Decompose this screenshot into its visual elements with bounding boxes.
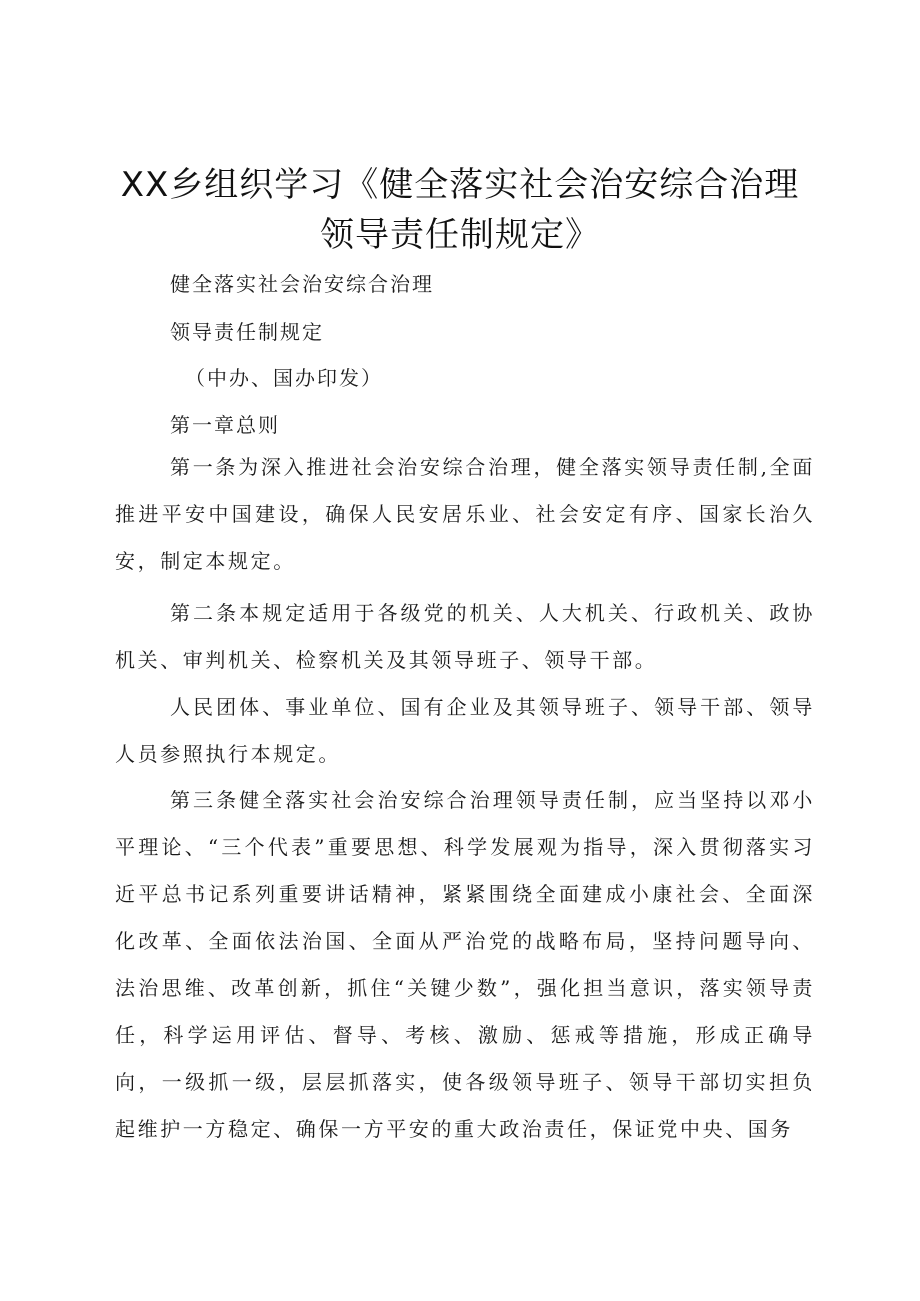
regulation-title-line-2: 领导责任制规定 bbox=[170, 320, 324, 344]
chapter-heading: 第一章总则 bbox=[170, 413, 280, 437]
document-title-line-1: XX乡组织学习《健全落实社会治安综合治理 bbox=[120, 165, 800, 205]
article-2-paragraph: 第二条本规定适用于各级党的机关、人大机关、行政机关、政协机关、审判机关、检察机关及其领导班子、领导干部。 bbox=[115, 601, 815, 672]
article-1-paragraph: 第一条为深入推进社会治安综合治理，健全落实领导责任制,全面推进平安中国建设，确保人民安居乐业、社会安定有序、国家长治久安，制定本规定。 bbox=[115, 455, 815, 573]
article-3-paragraph: 第三条健全落实社会治安综合治理领导责任制，应当坚持以邓小平理论、“三个代表”重要思想、科学发展观为指导，深入贯彻落实习近平总书记系列重要讲话精神，紧紧围绕全面建成小康社会、全面深化改革、全面依法治国、全面从严治党的战略布局，坚持问题导向、法治思维、改革创新，抓住“关键少数”，强化担当意识，落实领导责任，科学运用评估、督导、考核、激励、惩戒等措施，形成正确导向，一级抓一级，层层抓落实，使各级领导班子、领导干部切实担负起维护一方稳定、确保一方平安的重大政治责任，保证党中央、国务 bbox=[115, 788, 815, 1141]
article-2-supplement-paragraph: 人民团体、事业单位、国有企业及其领导班子、领导干部、领导人员参照执行本规定。 bbox=[115, 695, 815, 766]
regulation-title-line-1: 健全落实社会治安综合治理 bbox=[170, 272, 434, 296]
issuer-note: （中办、国办印发） bbox=[185, 366, 383, 390]
document-title-line-2: 领导责任制规定》 bbox=[320, 215, 600, 255]
